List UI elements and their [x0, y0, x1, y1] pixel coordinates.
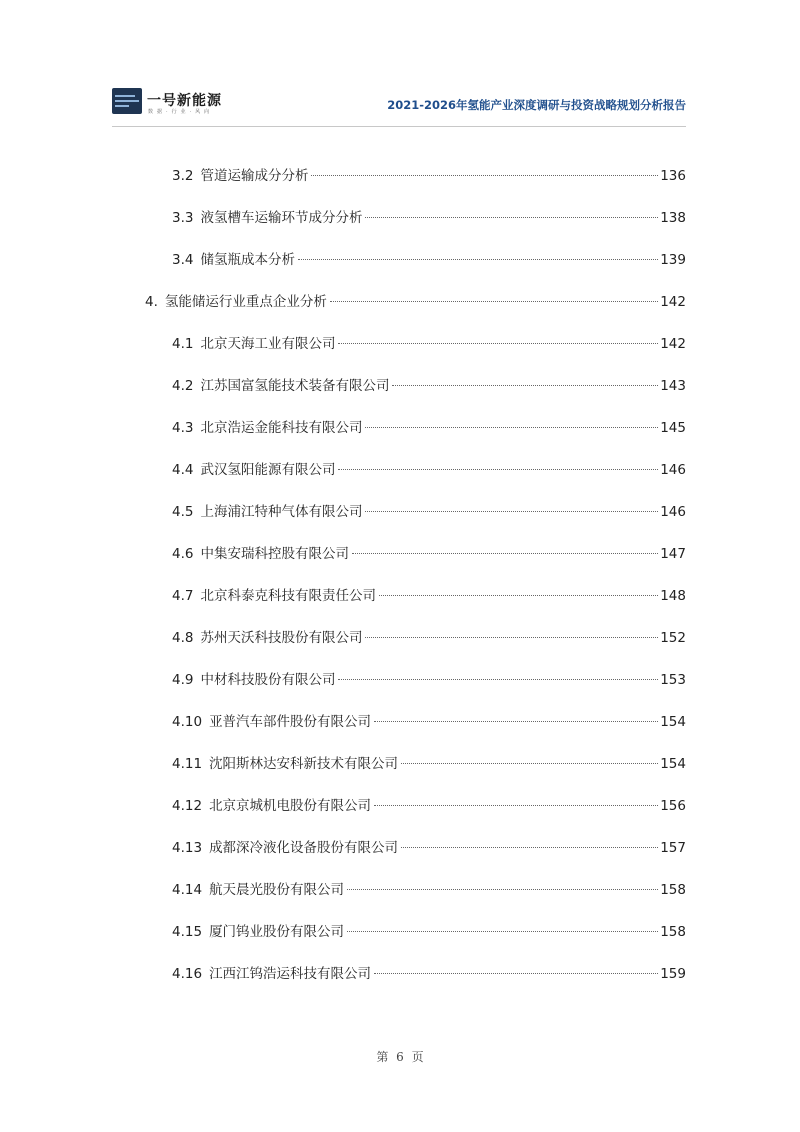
toc-entry-number: 3.3 — [172, 210, 194, 226]
toc-leader-dots — [374, 721, 658, 722]
toc-entry-number: 4. — [145, 294, 158, 310]
toc-entry-page: 158 — [660, 924, 686, 940]
toc-entry-page: 138 — [660, 210, 686, 226]
toc-entry-number: 4.12 — [172, 798, 203, 814]
toc-entry-number: 4.7 — [172, 588, 194, 604]
toc-entry-title: 苏州天沃科技股份有限公司 — [200, 630, 363, 646]
toc-entry[interactable] — [172, 206, 686, 226]
toc-leader-dots — [401, 763, 658, 764]
toc-entry[interactable] — [172, 500, 686, 520]
toc-leader-dots — [352, 553, 658, 554]
toc-leader-dots — [298, 259, 658, 260]
toc-entry-title: 储氢瓶成本分析 — [200, 252, 295, 268]
toc-entry[interactable] — [172, 752, 686, 772]
toc-entry-title: 沈阳斯林达安科新技术有限公司 — [209, 756, 399, 772]
toc-entry-title: 江苏国富氢能技术装备有限公司 — [200, 378, 390, 394]
toc-entry[interactable] — [145, 290, 686, 310]
toc-entry[interactable] — [172, 710, 686, 730]
toc-entry-title: 航天晨光股份有限公司 — [209, 882, 345, 898]
toc-entry-number: 4.16 — [172, 966, 203, 982]
toc-leader-dots — [401, 847, 658, 848]
toc-entry-page: 139 — [660, 252, 686, 268]
toc-leader-dots — [338, 679, 658, 680]
toc-entry-page: 142 — [660, 294, 686, 310]
toc-entry-number: 4.6 — [172, 546, 194, 562]
toc-entry-page: 145 — [660, 420, 686, 436]
toc-entry-page: 156 — [660, 798, 686, 814]
toc-entry-title: 亚普汽车部件股份有限公司 — [209, 714, 372, 730]
toc-leader-dots — [379, 595, 658, 596]
toc-entry-number: 4.5 — [172, 504, 194, 520]
toc-entry-title: 武汉氢阳能源有限公司 — [200, 462, 336, 478]
toc-entry-number: 4.2 — [172, 378, 194, 394]
toc-entry-page: 152 — [660, 630, 686, 646]
toc-entry-title: 北京浩运金能科技有限公司 — [200, 420, 363, 436]
toc-entry-number: 4.1 — [172, 336, 194, 352]
toc-entry-title: 江西江钨浩运科技有限公司 — [209, 966, 372, 982]
toc-entry-number: 4.8 — [172, 630, 194, 646]
toc-entry-page: 159 — [660, 966, 686, 982]
toc-leader-dots — [365, 427, 658, 428]
page-header — [112, 88, 686, 126]
toc-entry[interactable] — [172, 542, 686, 562]
toc-entry-page: 157 — [660, 840, 686, 856]
toc-entry-number: 3.2 — [172, 168, 194, 184]
toc-leader-dots — [365, 511, 658, 512]
toc-entry-title: 厦门钨业股份有限公司 — [209, 924, 345, 940]
toc-entry[interactable] — [172, 920, 686, 940]
footer-prefix: 第 — [376, 1050, 389, 1064]
toc-entry-page: 136 — [660, 168, 686, 184]
toc-entry[interactable] — [172, 584, 686, 604]
toc-entry-number: 4.11 — [172, 756, 203, 772]
toc-entry[interactable] — [172, 836, 686, 856]
header-divider — [112, 126, 686, 127]
logo-slogan: 数据·行业·风向 — [148, 109, 214, 115]
toc-leader-dots — [338, 343, 658, 344]
toc-entry-title: 北京天海工业有限公司 — [200, 336, 336, 352]
toc-entry-number: 4.3 — [172, 420, 194, 436]
toc-entry-page: 142 — [660, 336, 686, 352]
toc-leader-dots — [330, 301, 658, 302]
footer-suffix: 页 — [411, 1050, 424, 1064]
toc-entry-title: 中材科技股份有限公司 — [200, 672, 336, 688]
toc-entry-page: 146 — [660, 504, 686, 520]
toc-entry[interactable] — [172, 878, 686, 898]
toc-entry-title: 北京京城机电股份有限公司 — [209, 798, 372, 814]
report-title: 2021-2026年氢能产业深度调研与投资战略规划分析报告 — [387, 98, 686, 112]
toc-entry[interactable] — [172, 416, 686, 436]
toc-entry-title: 管道运输成分分析 — [200, 168, 309, 184]
footer-page-number: 6 — [396, 1050, 404, 1064]
toc-entry-number: 4.9 — [172, 672, 194, 688]
toc-entry[interactable] — [172, 962, 686, 982]
toc-entry-title: 北京科泰克科技有限责任公司 — [200, 588, 376, 604]
toc-entry[interactable] — [172, 626, 686, 646]
toc-entry-page: 146 — [660, 462, 686, 478]
toc-entry[interactable] — [172, 332, 686, 352]
toc-entry-title: 上海浦江特种气体有限公司 — [200, 504, 363, 520]
toc-leader-dots — [365, 217, 658, 218]
toc-entry-page: 153 — [660, 672, 686, 688]
toc-entry-number: 4.10 — [172, 714, 203, 730]
toc-entry-number: 4.15 — [172, 924, 203, 940]
toc-leader-dots — [338, 469, 658, 470]
logo-name: 一号新能源 — [147, 93, 222, 109]
toc-entry[interactable] — [172, 248, 686, 268]
page-footer — [0, 1048, 800, 1065]
toc-entry-page: 143 — [660, 378, 686, 394]
toc-entry-page: 148 — [660, 588, 686, 604]
toc-leader-dots — [365, 637, 658, 638]
toc-entry[interactable] — [172, 374, 686, 394]
toc-entry[interactable] — [172, 668, 686, 688]
toc-leader-dots — [347, 931, 658, 932]
toc-entry-page: 147 — [660, 546, 686, 562]
toc-entry[interactable] — [172, 794, 686, 814]
toc-entry-number: 4.4 — [172, 462, 194, 478]
toc-entry-number: 4.13 — [172, 840, 203, 856]
toc-entry-title: 液氢槽车运输环节成分分析 — [200, 210, 363, 226]
toc-entry-page: 154 — [660, 756, 686, 772]
toc-leader-dots — [311, 175, 658, 176]
toc-leader-dots — [347, 889, 658, 890]
logo-icon — [112, 88, 142, 114]
toc-entry[interactable] — [172, 458, 686, 478]
toc-entry-title: 成都深冷液化设备股份有限公司 — [209, 840, 399, 856]
toc-entry[interactable] — [172, 164, 686, 184]
toc-entry-title: 氢能储运行业重点企业分析 — [164, 294, 327, 310]
toc-leader-dots — [374, 973, 658, 974]
toc-entry-title: 中集安瑞科控股有限公司 — [200, 546, 349, 562]
toc-leader-dots — [374, 805, 658, 806]
toc-entry-number: 4.14 — [172, 882, 203, 898]
toc-entry-page: 154 — [660, 714, 686, 730]
toc-entry-page: 158 — [660, 882, 686, 898]
toc-entry-number: 3.4 — [172, 252, 194, 268]
toc-leader-dots — [392, 385, 658, 386]
